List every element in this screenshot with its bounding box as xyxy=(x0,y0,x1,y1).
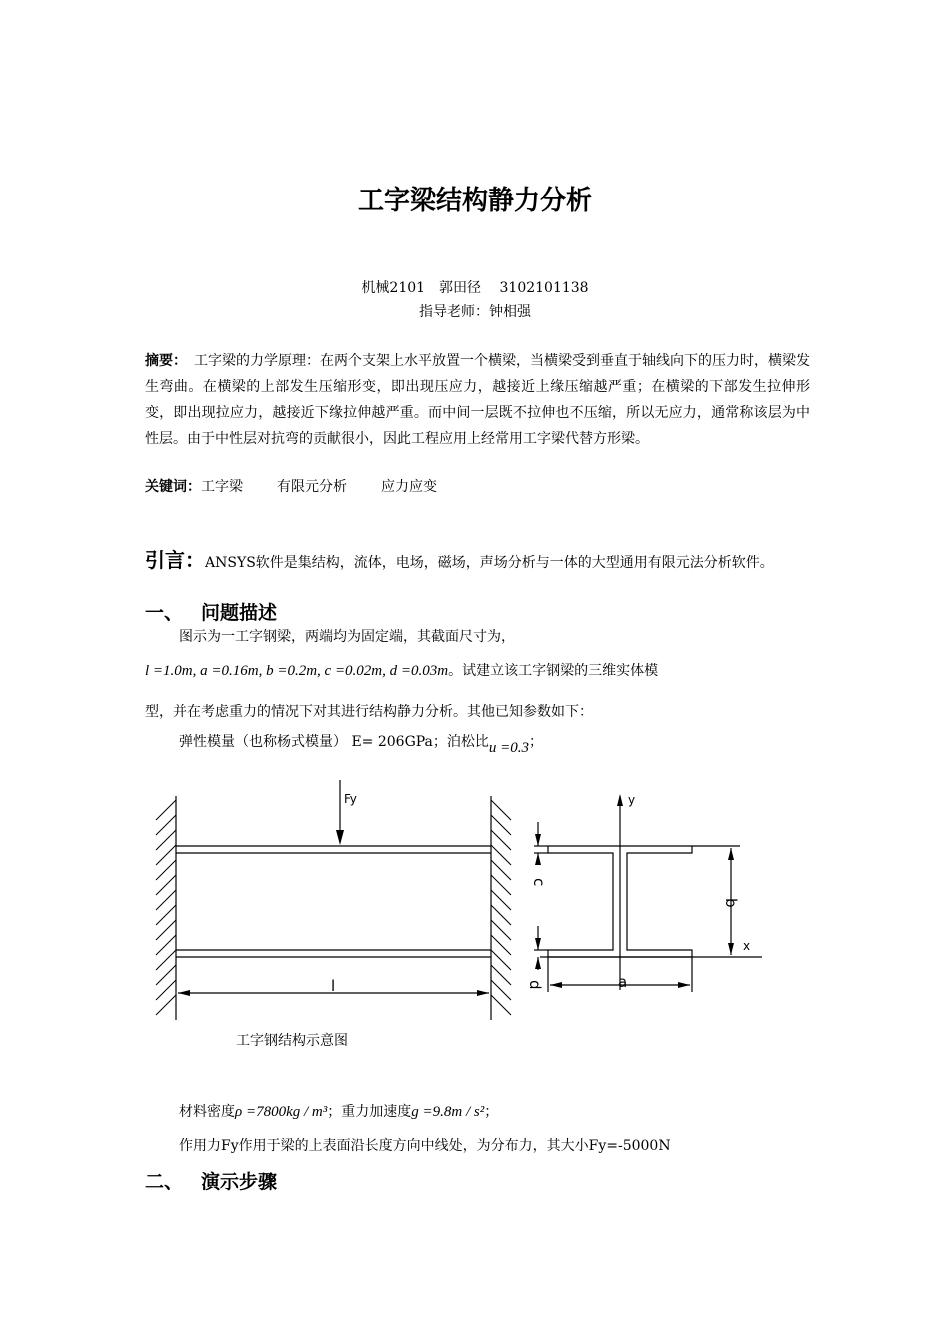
keyword-item: 工字梁 xyxy=(201,479,243,495)
problem-paragraph-1: 图示为一工字钢梁，两端均为固定端，其截面尺寸为， xyxy=(179,629,515,645)
x-axis-label: x xyxy=(743,939,751,953)
fy-arrow-head xyxy=(336,830,344,845)
b-label: b xyxy=(722,898,740,908)
gravity-prefix: ；重力加速度 xyxy=(327,1104,412,1120)
keywords-label: 关键词： xyxy=(145,479,201,495)
author-line: 机械2101 郭田径 3102101138 xyxy=(361,280,589,296)
right-wall-hatch xyxy=(491,800,511,1015)
dimensions-formula: l =1.0m, a =0.16m, b =0.2m, c =0.02m, d =0.03m xyxy=(145,663,449,679)
abstract-text: 工字梁的力学原理：在两个支架上水平放置一个横梁，当横梁受到垂直于轴线向下的压力时，横梁发生弯曲。在横梁的上部发生压缩形变，即出现压应力，越接近上缘压缩越严重；在横梁的下部发生拉伸形变，即出现拉应力，越接近下缘拉伸越严重。而中间一层既不拉伸也不压缩，所以无应力，通常称该层为中性层。由于中性层对抗弯的贡献很小，因此工程应用上经常用工字梁代替方形梁。 xyxy=(145,353,810,447)
section-1-title: 问题描述 xyxy=(201,602,278,624)
l-label: l xyxy=(331,977,336,995)
figure-caption: 工字钢结构示意图 xyxy=(236,1033,348,1049)
density-formula: ρ =7800kg / m³ xyxy=(235,1104,328,1120)
material-line xyxy=(179,1101,498,1121)
page-title: 工字梁结构静力分析 xyxy=(357,186,592,216)
abstract-label: 摘要： xyxy=(145,353,180,369)
dimensions-tail: 。试建立该工字钢梁的三维实体模 xyxy=(448,663,659,679)
left-wall-hatch xyxy=(156,800,176,1015)
problem-paragraph-2: 型，并在考虑重力的情况下对其进行结构静力分析。其他已知参数如下： xyxy=(145,704,593,720)
y-axis-label: y xyxy=(628,793,636,807)
intro-label: 引言： xyxy=(145,548,205,572)
d-label: d xyxy=(526,980,544,990)
section-2-title: 演示步骤 xyxy=(201,1171,278,1193)
a-label: a xyxy=(618,973,628,991)
density-prefix: 材料密度 xyxy=(179,1104,235,1120)
keyword-item: 有限元分析 xyxy=(277,479,347,495)
gravity-formula: g =9.8m / s² xyxy=(411,1104,485,1120)
beam-side-view xyxy=(176,846,491,957)
c-label: c xyxy=(530,878,548,887)
section-1-number: 一、 xyxy=(145,602,184,624)
force-line: 作用力Fy作用于梁的上表面沿长度方向中线处，为分布力，其大小Fy=-5000N xyxy=(179,1138,671,1154)
poisson-tail: ； xyxy=(529,734,544,750)
elastic-prefix: 弹性模量（也称杨式模量） E= 206GPa；泊松比 xyxy=(179,734,489,750)
poisson-formula: u =0.3 xyxy=(488,740,530,756)
gravity-tail: ； xyxy=(484,1104,499,1120)
keyword-item: 应力应变 xyxy=(381,479,437,495)
section-2-heading xyxy=(145,1167,277,1194)
intro-text: ANSYS软件是集结构，流体，电场，磁场，声场分析与一体的大型通用有限元法分析软件。 xyxy=(205,555,774,571)
advisor-line: 指导老师：钟相强 xyxy=(419,304,531,320)
fy-label: Fy xyxy=(344,792,357,806)
section-2-number: 二、 xyxy=(145,1171,184,1193)
